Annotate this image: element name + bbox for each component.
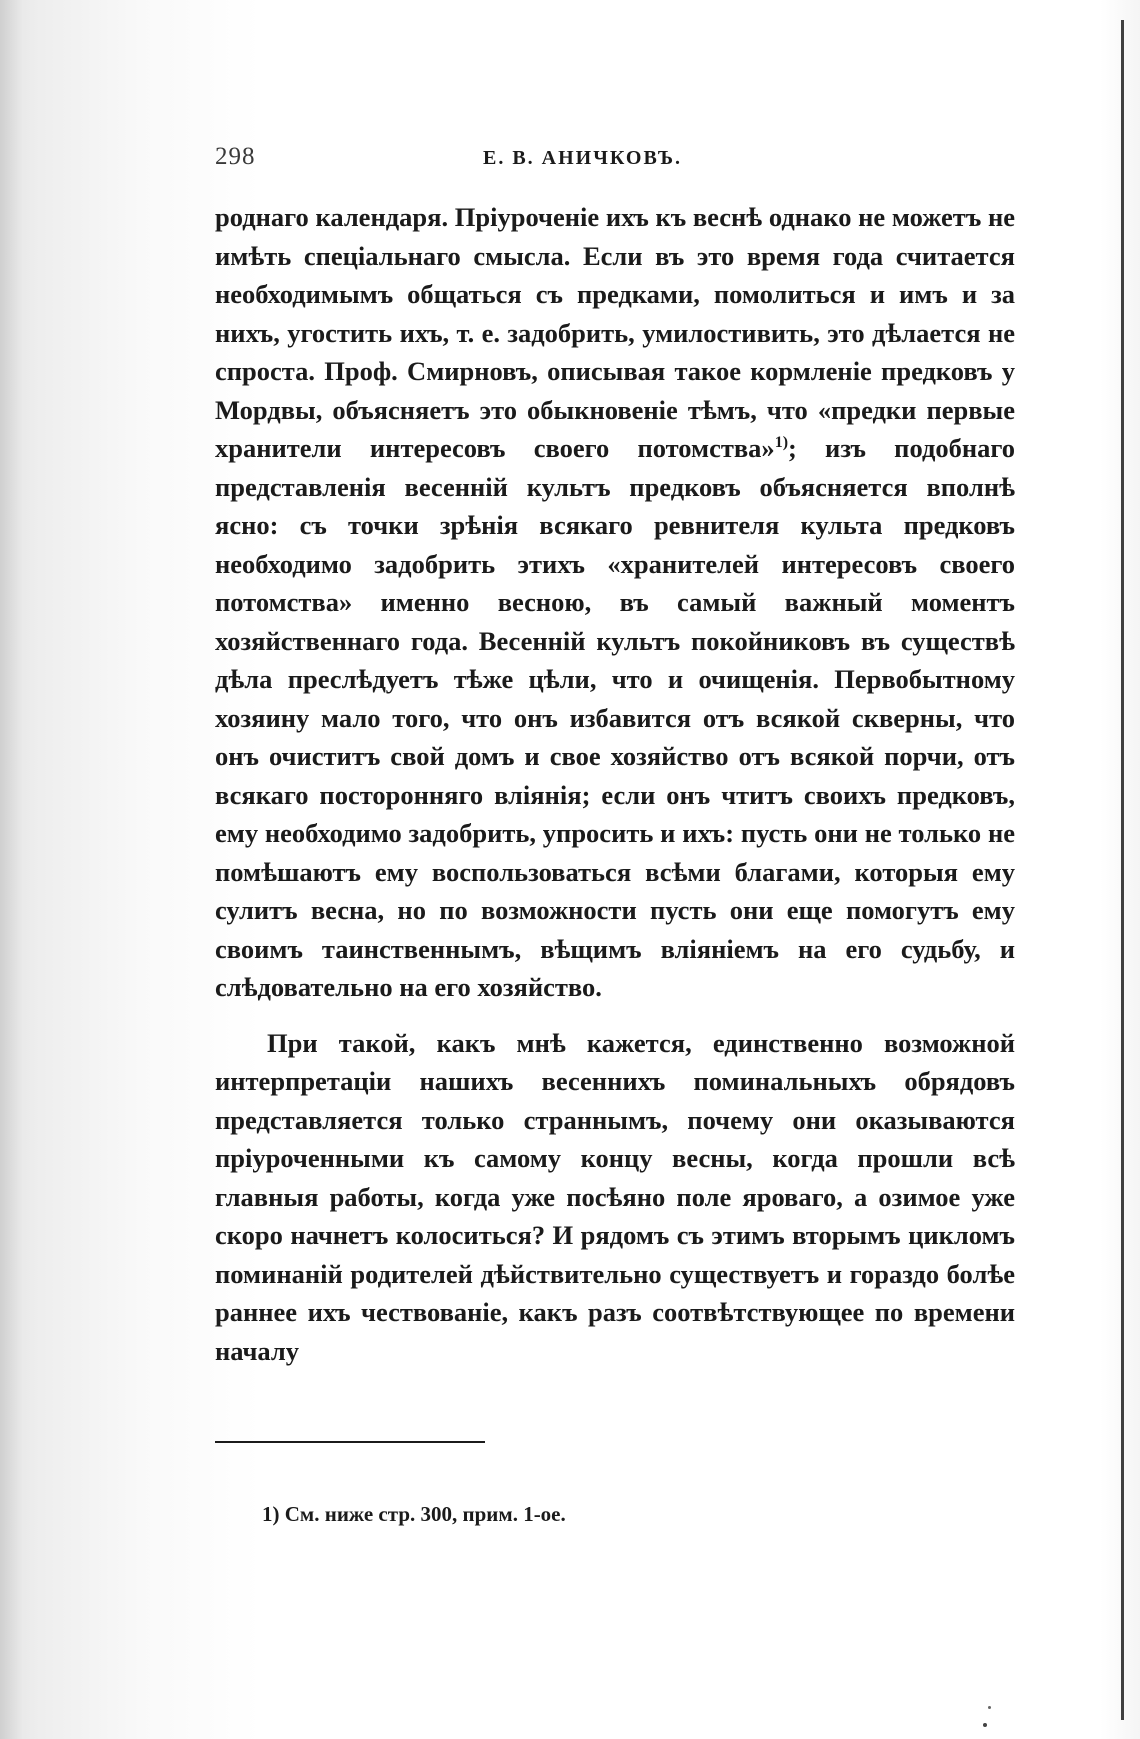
- footnote: 1) См. ниже стр. 300, прим. 1-ое.: [262, 1502, 566, 1526]
- page-gutter-shadow: [0, 0, 22, 1739]
- paragraph-1-text: роднаго календаря. Пріуроченіе ихъ къ веснѣ однако не можетъ не имѣть спеціальнаго смысла. Если въ это время года считается необходимымъ общаться съ предками, помолиться и имъ и за нихъ, угостить ихъ, т. е. задобрить, умилостивить, это дѣлается не спроста. Проф. Смирновъ, описывая такое кормленіе предковъ у Мордвы, объясняетъ это обыкновеніе тѣмъ, что «предки первые хранители интересовъ своего потомства»: [215, 202, 1015, 463]
- page-edge-line: [1121, 20, 1124, 1720]
- scan-speck: [988, 1706, 991, 1709]
- paragraph-1: [215, 198, 1015, 1007]
- paragraph-2: При такой, какъ мнѣ кажется, единственно возможной интерпретаціи нашихъ весеннихъ поминальныхъ обрядовъ представляется только страннымъ, почему они оказываются пріуроченными къ самому концу весны, когда прошли всѣ главныя работы, когда уже посѣяно поле яроваго, а озимое уже скоро начнетъ колоситься? И рядомъ съ этимъ вторымъ цикломъ поминаній родителей дѣйствительно существуетъ и гораздо болѣе раннее ихъ чествованіе, какъ разъ соотвѣтствующее по времени началу: [215, 1027, 1015, 1366]
- paragraph-1-continuation: ; изъ подобнаго представленія весенній культъ предковъ объясняется вполнѣ ясно: съ точки зрѣнія всякаго ревнителя культа предковъ необходимо задобрить этихъ «хранителей интересовъ своего потомства» именно весною, въ самый важный моментъ хозяйственнаго года. Весенній культъ покойниковъ въ существѣ дѣла преслѣдуетъ тѣже цѣли, что и очищенія. Первобытному хозяину мало того, что онъ избавится отъ всякой скверны, что онъ очиститъ свой домъ и свое хозяйство отъ всякой порчи, отъ всякаго посторонняго вліянія; если онъ чтитъ своихъ предковъ, ему необходимо задобрить, упросить и ихъ: пусть они не только не помѣшаютъ ему воспользоваться всѣми благами, которыя ему сулитъ весна, но по возможности пусть они еще помогутъ ему своимъ таинственнымъ, вѣщимъ вліяніемъ на его судьбу, и слѣдовательно на его хозяйство.: [215, 433, 1015, 1002]
- scan-speck: [983, 1723, 987, 1727]
- page-number: 298: [215, 143, 256, 170]
- footnote-divider: [215, 1441, 485, 1443]
- running-head: Е. В. АНИЧКОВЪ.: [483, 147, 683, 169]
- footnote-reference: 1): [774, 434, 789, 452]
- page-header: [215, 143, 1015, 183]
- body-text: [215, 198, 1015, 1370]
